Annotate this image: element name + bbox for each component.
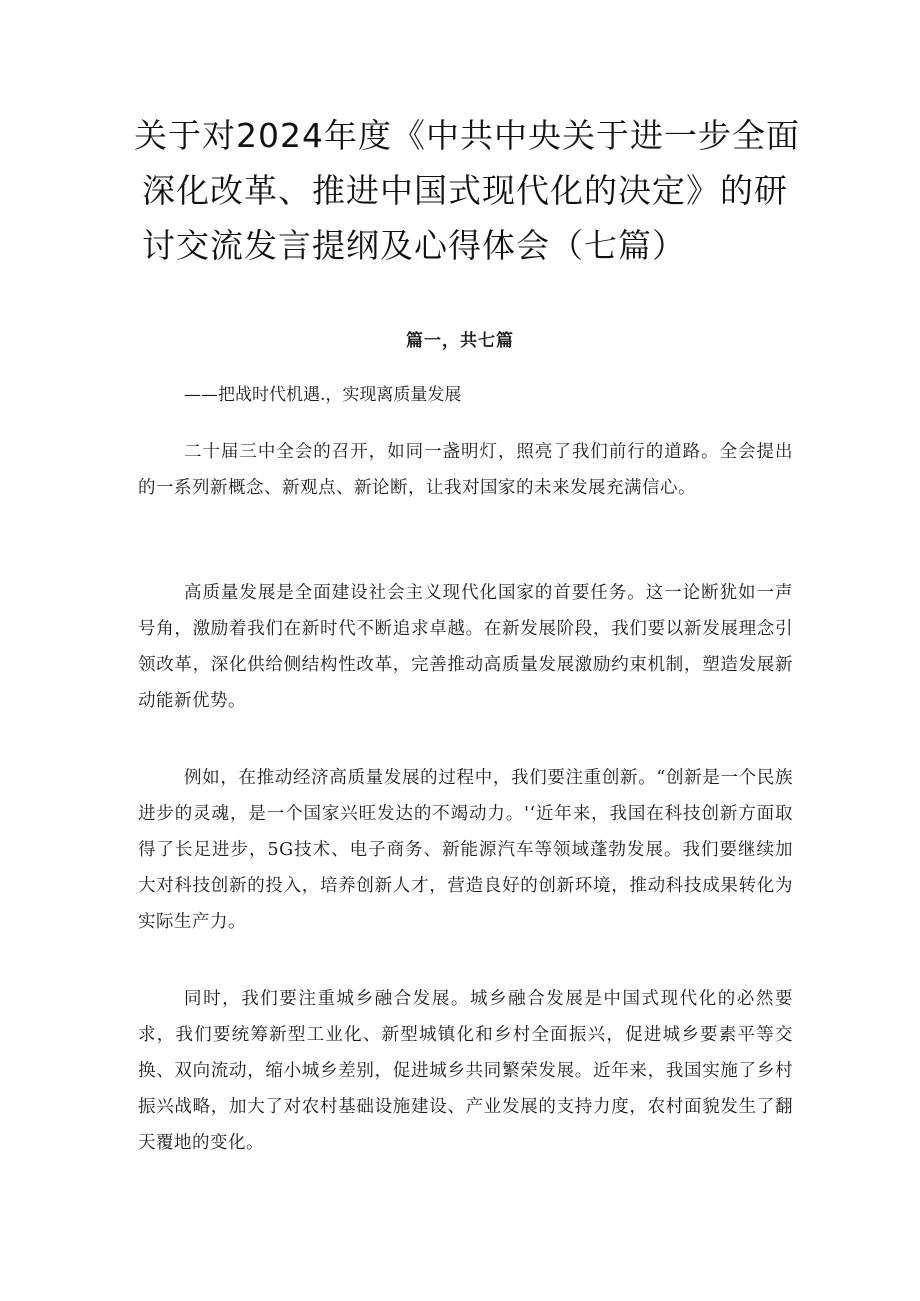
body-paragraph: 高质量发展是全面建设社会主义现代化国家的首要任务。这一论断犹如一声号角，激励着我们在新时代不断追求卓越。在新发展阶段，我们要以新发展理念引领改革，深化供给侧结构性改革，完善推动高质量发展激励约束机制，塑造发展新动能新优势。: [138, 583, 793, 711]
body-paragraph: 同时，我们要注重城乡融合发展。城乡融合发展是中国式现代化的必然要求，我们要统筹新型工业化、新型城镇化和乡村全面振兴，促进城乡要素平等交换、双向流动，缩小城乡差别，促进城乡共同繁荣发展。近年来，我国实施了乡村振兴战略，加大了对农村基础设施建设、产业发展的支持力度，农村面貌发生了翻天覆地的变化。: [138, 989, 793, 1153]
document-title: [134, 108, 814, 273]
section-heading: 篇一，共七篇: [406, 331, 514, 351]
body-paragraph: 例如，在推动经济高质量发展的过程中，我们要注重创新。“创新是一个民族进步的灵魂，是一个国家兴旺发达的不竭动力。'‘近年来，我国在科技创新方面取得了长足进步，5G技术、电子商务、新能源汽车等领域蓬勃发展。我们要继续加大对科技创新的投入，培养创新人才，营造良好的创新环境，推动科技成果转化为实际生产力。: [138, 768, 793, 932]
section-subtitle: ——把战时代机遇.，实现离质量发展: [184, 385, 462, 405]
paragraph-block-1: [138, 434, 793, 506]
title-line-2: 深化改革、推进中国式现代化的决定》的研: [142, 171, 788, 210]
paragraph-block-4: [138, 981, 793, 1161]
title-line-3: 讨交流发言提纲及心得体会（七篇）: [142, 226, 686, 265]
paragraph-block-2: [138, 575, 793, 719]
body-paragraph: 二十届三中全会的召开，如同一盏明灯，照亮了我们前行的道路。全会提出的一系列新概念、新观点、新论断，让我对国家的未来发展充满信心。: [138, 442, 793, 498]
paragraph-block-3: [138, 760, 793, 940]
title-line-1: 关于对2024年度《中共中央关于进一步全面: [134, 116, 800, 155]
